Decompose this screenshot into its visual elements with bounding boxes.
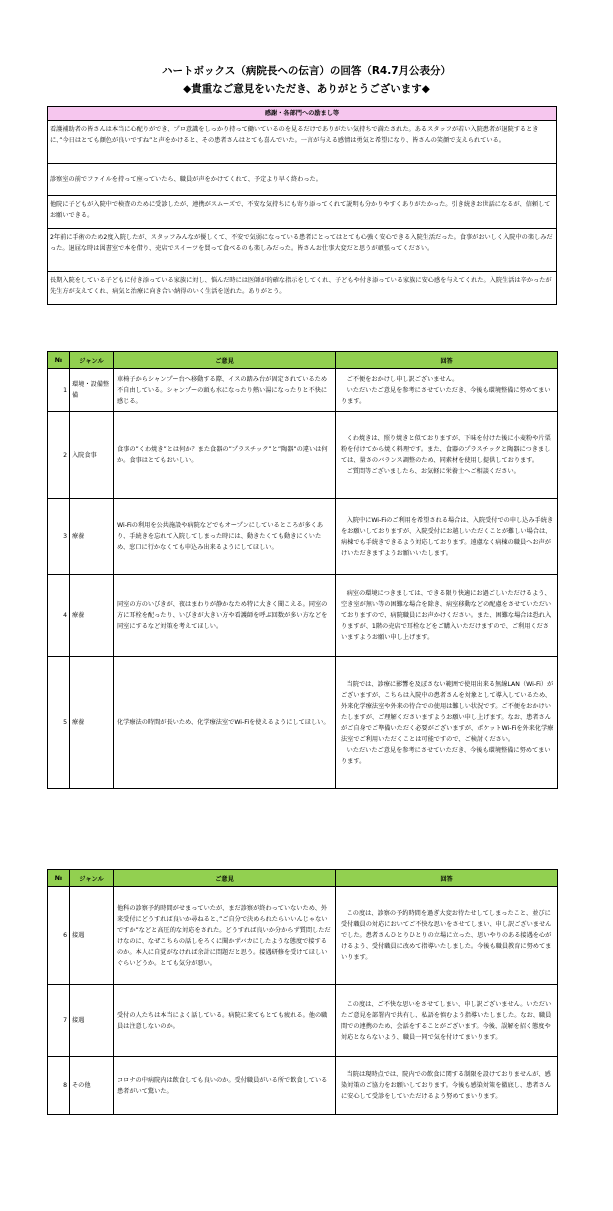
opinions-table-1 (47, 351, 558, 789)
row-genre: 接遇 (70, 887, 114, 985)
row-answer: この度は、診察の予約時間を過ぎ大変お待たせしてしまったこと、並びに受付職員の対応においてご不快な思いをさせてしまい、申し訳ございませんでした。患者さんひとりひとりの立場に立った、思いやりのある接遇を心がけるよう、受付職員に改めて指導いたしました。今後も職員教育に努めてまいります。 (336, 887, 558, 985)
row-answer: くわ焼きは、照り焼きと似ておりますが、下味を付けた後に小麦粉や片栗粉を付けてから焼く料理です。また、食器のプラスチックと陶器につきましては、量さのバランス調整のため、同素材を使用し提供しております。 ご質問等ございましたら、お気軽に栄養士へご相談ください。 (336, 412, 558, 499)
page-subtitle: ◆貴重なご意見をいただき、ありがとうございます◆ (183, 83, 430, 95)
row-genre: その他 (70, 1057, 114, 1115)
praise-table (47, 106, 557, 305)
praise-item: 他院に子どもが入院中で検査のために受診したが、連携がスムーズで、不安な気持ちにも寄り添ってくれて説明も分かりやすくありがたかった。引き続きお世話になるが、信頼してお願いできる。 (48, 196, 557, 229)
col-answer-header: 回答 (336, 870, 558, 887)
row-number: 6 (48, 887, 70, 985)
table-row (48, 887, 558, 985)
col-opinion-header: ご意見 (114, 352, 336, 369)
praise-header: 感謝・各部門への励まし等 (48, 107, 557, 121)
row-number: 8 (48, 1057, 70, 1115)
page-title: ハートボックス（病院長への伝言）の回答（R4.7月公表分） (161, 65, 452, 77)
col-no-header: № (48, 870, 70, 887)
praise-item: 2年前に手術のため2度入院したが、スタッフみんなが優しくて、不安で気弱になっている患者にとってはとても心強く安心できる入院生活だった。食事がおいしく入院中の楽しみだった。退屈な時は図書室で本を借り、売店でスイーツを買って食べるのも楽しみだった。皆さんお仕事大変だと思うが頑張ってください。 (48, 229, 557, 272)
col-no-header: № (48, 352, 70, 369)
table-row (48, 1057, 558, 1115)
row-opinion: 食事の”くわ焼き”とは何か？また食器の”プラスチック”と”陶器”の違いは何か。食事はとてもおいしい。 (114, 412, 336, 499)
table-row (48, 412, 558, 499)
row-opinion: Wi-Fiの利用を公共施設や病院などでもオープンにしているところが多くあり、手続きを忘れて入院してしまった時には、動きたくても動きにくいため、窓口に行かなくても申込み出来るようにしてほしい。 (114, 499, 336, 575)
row-number: 4 (48, 575, 70, 657)
row-genre: 療養 (70, 575, 114, 657)
row-opinion: 他科の診察予約時間がせまっていたが、まだ診察が終わっていないため、外来受付にどうすれば良いか尋ねると、”ご自分で決められたらいいんじゃないですか”などと高圧的な対応をされた。どうすれば良いか分からず質問しただけなのに、なぜこちらの話しをろくに聞かずバカにしたような態度で接するのか。本人に自覚がなければ余計に問題だと思う。接遇研修を受けてほしいぐらいどうか。とても気分が悪い。 (114, 887, 336, 985)
row-genre: 接遇 (70, 985, 114, 1057)
row-number: 7 (48, 985, 70, 1057)
row-opinion: コロナの中病院内は飲食しても良いのか。受付職員がいる所で飲食している患者がいて驚いた。 (114, 1057, 336, 1115)
row-genre: 療養 (70, 657, 114, 789)
row-genre: 環境・設備整備 (70, 369, 114, 412)
row-number: 2 (48, 412, 70, 499)
row-opinion: 化学療法の時間が長いため、化学療法室でWi-Fiを使えるようにしてほしい。 (114, 657, 336, 789)
table-row (48, 499, 558, 575)
table-row (48, 369, 558, 412)
table-row (48, 657, 558, 789)
table-row (48, 575, 558, 657)
row-number: 5 (48, 657, 70, 789)
row-genre: 入院食事 (70, 412, 114, 499)
col-answer-header: 回答 (336, 352, 558, 369)
col-genre-header: ジャンル (70, 870, 114, 887)
row-answer: 病室の環境につきましては、できる限り快適にお過ごしいただけるよう、空き室が無い等の困難な場合を除き、病室移動などの配慮をさせていただいておりますので、病院職員にお声かけください。また、困難な場合は恐れ入りますが、1階の売店で耳栓などをご購入いただけますので、ご利用くださいますようお願い申し上げます。 (336, 575, 558, 657)
praise-item: 診察室の前でファイルを持って座っていたら、職員が声をかけてくれて、予定より早く終わった。 (48, 164, 557, 196)
row-opinion: 受付の人たちは本当によく話している。病院に来てもとても疲れる。他の職員は注意しないのか。 (114, 985, 336, 1057)
table-row (48, 985, 558, 1057)
row-opinion: 車椅子からシャンプー台へ移動する際、イスの踏み台が固定されているため不自由している。シャンプーの頭も水になったり熱い湯になったりと不快に感じる。 (114, 369, 336, 412)
row-answer: 当院は現時点では、院内での飲食に関する制限を設けておりませんが、感染対策のご協力をお願いしております。今後も感染対策を徹底し、患者さんに安心して受診をしていただけるよう努めてまいります。 (336, 1057, 558, 1115)
col-genre-header: ジャンル (70, 352, 114, 369)
praise-item: 長期入院をしている子どもに付き添っている家族に対し、悩んだ時には医師が的確な指示をしてくれ、子どもや付き添っている家族に安心感を与えてくれた。入院生活は辛かったが先生方が支えてくれ、病気と治療に向き合い納得のいく生活を送れた。ありがとう。 (48, 272, 557, 305)
row-answer: ご不便をおかけし申し訳ございません。 いただいたご意見を参考にさせていただき、今後も環境整備に努めてまいります。 (336, 369, 558, 412)
praise-item: 看護補助者の皆さんは本当に心配りができ、プロ意識をしっかり持って働いているのを見るだけでありがたい気持ちで満たされた。あるスタッフが若い入院患者が退院するときに、”今日はとても顔色が良いですね”と声をかけると、その患者さんはとても喜んでいた。一言が与える感情は勇気と希望になり、皆さんの笑顔で支えられている。 (48, 121, 557, 164)
row-number: 1 (48, 369, 70, 412)
opinions-table-2 (47, 869, 558, 1115)
row-answer: この度は、ご不快な思いをさせてしまい、申し訳ございません。いただいたご意見を部署内で共有し、私語を慎むよう指導いたしました。なお、職員間での連携のため、会話をすることがございます。今後、誤解を招く態度や対応とならないよう、職員一同で気を付けてまいります。 (336, 985, 558, 1057)
col-opinion-header: ご意見 (114, 870, 336, 887)
row-answer: 入院中にWi-Fiのご利用を希望される場合は、入院受付での申し込み手続きをお願いしておりますが、入院受付にお越しいただくことが難しい場合は、病棟でも手続きできるよう対応しております。遠慮なく病棟の職員へお声がけいただきますようお願いいたします。 (336, 499, 558, 575)
row-genre: 療養 (70, 499, 114, 575)
row-answer: 当院では、診療に影響を及ぼさない範囲で使用出来る無線LAN（Wi-Fi）がございますが、こちらは入院中の患者さんを対象として導入しているため、外来化学療法室や外来の待合での使用は難しい状況です。ご不便をおかけいたしますが、ご理解くださいますようお願い申し上げます。なお、患者さんがご自身でご準備いただく必要がございますが、ポケットWi-Fiを外来化学療法室でご利用いただくことは可能ですので、ご検討ください。 いただいたご意見を参考にさせていただき、今後も環境整備に努めてまいります。 (336, 657, 558, 789)
row-number: 3 (48, 499, 70, 575)
row-opinion: 同室の方のいびきが、夜はまわりが静かなため特に大きく聞こえる。同室の方に耳栓を配ったり、いびきが大きい方や看護師を呼ぶ回数が多い方などを同室にするなど対策を考えてほしい。 (114, 575, 336, 657)
